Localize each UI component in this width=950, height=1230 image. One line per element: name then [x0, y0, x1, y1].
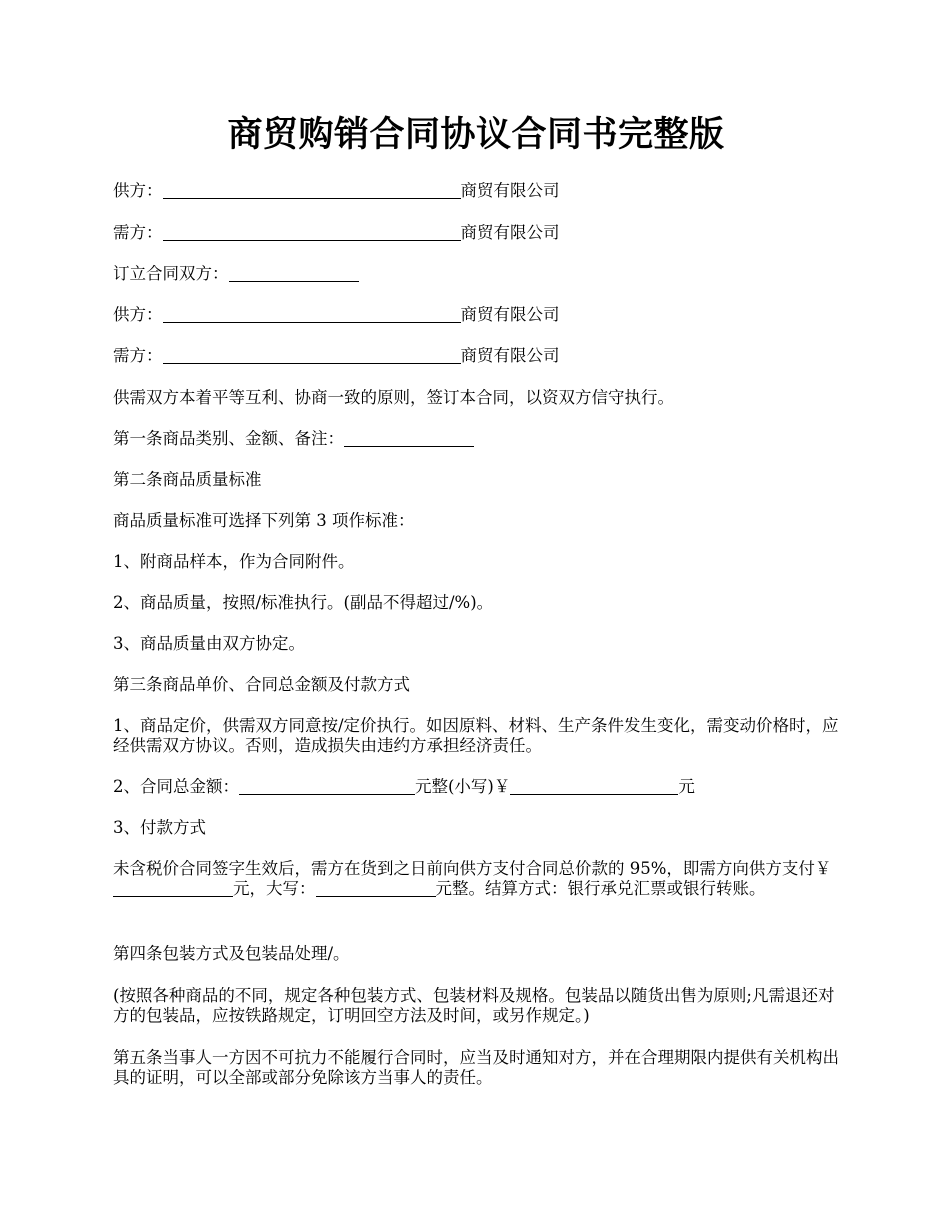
payment-paragraph — [113, 859, 839, 899]
article-3-item-1: 1、商品定价，供需双方同意按/定价执行。如因原料、材料、生产条件发生变化，需变动价格时，应经供需双方协议。否则，造成损失由违约方承担经济责任。 — [113, 716, 839, 755]
supplier-blank[interactable] — [163, 182, 461, 199]
supplier-line-1 — [113, 181, 839, 201]
buyer-label: 需方： — [113, 346, 163, 365]
payment-text-3: 元整。结算方式：银行承兑汇票或银行转账。 — [435, 879, 766, 898]
article-2-intro: 商品质量标准可选择下列第 3 项作标准： — [113, 511, 415, 530]
total-amount-figures-blank[interactable] — [510, 778, 678, 795]
total-amount-end: 元 — [678, 777, 695, 796]
total-amount-mid: 元整(小写)￥ — [415, 777, 511, 796]
supplier-line-2 — [113, 305, 839, 325]
buyer-line-2 — [113, 346, 839, 366]
payment-text-1: 未含税价合同签字生效后，需方在货到之日前向供方支付合同总价款的 95%，即需方向供方支付￥ — [113, 859, 832, 878]
article-2-item-3: 3、商品质量由双方协定。 — [113, 634, 305, 653]
article-1-line — [113, 429, 839, 449]
parties-line — [113, 264, 839, 284]
buyer-suffix: 商贸有限公司 — [460, 223, 560, 242]
parties-blank[interactable] — [229, 265, 359, 282]
payment-text-2: 元，大写： — [233, 879, 316, 898]
article-1-blank[interactable] — [344, 430, 474, 447]
document-title: 商贸购销合同协议合同书完整版 — [227, 114, 725, 155]
buyer-suffix: 商贸有限公司 — [460, 346, 560, 365]
article-3-title: 第三条商品单价、合同总金额及付款方式 — [113, 675, 410, 694]
article-4-body: (按照各种商品的不同，规定各种包装方式、包装材料及规格。包装品以随货出售为原则;凡需退还对方的包装品，应按铁路规定，订明回空方法及时间，或另作规定。) — [113, 986, 835, 1025]
supplier-label: 供方： — [113, 181, 163, 200]
article-5-body: 第五条当事人一方因不可抗力不能履行合同时，应当及时通知对方，并在合理期限内提供有关机构出具的证明，可以全部或部分免除该方当事人的责任。 — [113, 1048, 839, 1087]
buyer-line-1 — [113, 223, 839, 243]
total-amount-words-blank[interactable] — [239, 778, 415, 795]
article-3-item-3: 3、付款方式 — [113, 818, 206, 837]
supplier-suffix: 商贸有限公司 — [460, 181, 560, 200]
article-2-title: 第二条商品质量标准 — [113, 470, 262, 489]
article-2-item-2: 2、商品质量，按照/标准执行。(副品不得超过/%)。 — [113, 593, 494, 612]
payment-words-blank[interactable] — [316, 880, 436, 897]
principle-paragraph: 供需双方本着平等互利、协商一致的原则，签订本合同，以资双方信守执行。 — [113, 388, 674, 407]
supplier-suffix: 商贸有限公司 — [460, 305, 560, 324]
article-3-item-2 — [113, 777, 839, 797]
parties-label: 订立合同双方： — [113, 264, 229, 283]
article-2-item-1: 1、附商品样本，作为合同附件。 — [113, 552, 355, 571]
supplier-blank[interactable] — [163, 306, 461, 323]
article-1-label: 第一条商品类别、金额、备注： — [113, 429, 344, 448]
total-amount-label: 2、合同总金额： — [113, 777, 239, 796]
payment-amount-blank[interactable] — [113, 880, 233, 897]
buyer-label: 需方： — [113, 223, 163, 242]
article-4-title: 第四条包装方式及包装品处理/。 — [113, 944, 350, 963]
buyer-blank[interactable] — [163, 224, 461, 241]
supplier-label: 供方： — [113, 305, 163, 324]
buyer-blank[interactable] — [163, 347, 461, 364]
